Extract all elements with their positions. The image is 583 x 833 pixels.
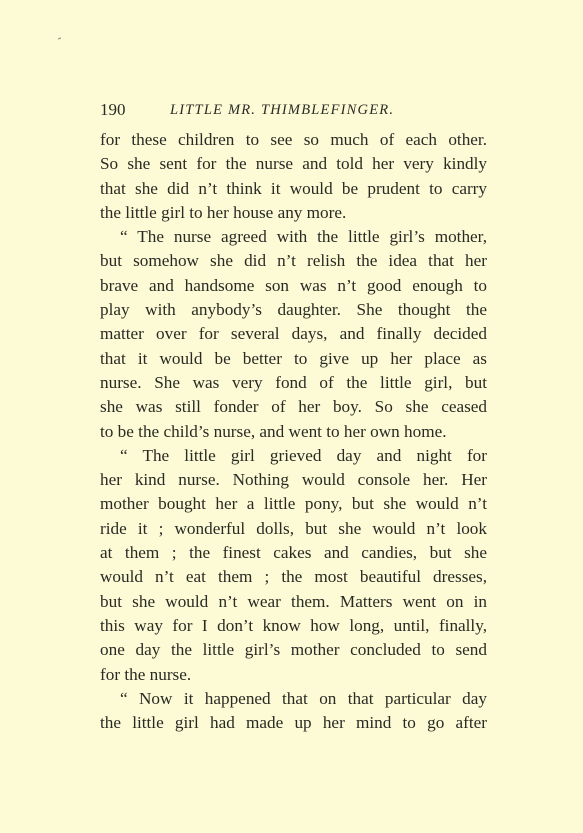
text-line: brave and handsome son was n’t good enough to (100, 275, 487, 295)
text-line: her kind nurse. Nothing would console her. Her (100, 470, 487, 490)
text-line: nurse. She was very fond of the little girl, but (100, 372, 487, 392)
text-line: ride it ; wonderful dolls, but she would n’t look (100, 518, 487, 538)
text-line: for these children to see so much of each other. (100, 130, 487, 149)
text-line: So she sent for the nurse and told her very kindly (100, 154, 487, 174)
text-line: mother bought her a little pony, but she would n’t (100, 494, 487, 514)
text-line: but somehow she did n’t relish the idea that her (100, 251, 487, 271)
text-line: at them ; the finest cakes and candies, but she (100, 543, 487, 563)
text-line: would n’t eat them ; the most beautiful dresses, (100, 567, 487, 587)
text-line: matter over for several days, and finally decided (100, 324, 487, 344)
text-line: the little girl to her house any more. (100, 202, 347, 222)
text-line: “ Now it happened that on that particular day (120, 688, 487, 708)
page-number: 190 (100, 100, 126, 119)
text-line: to be the child’s nurse, and went to her own home. (100, 421, 447, 441)
text-line: she was still fonder of her boy. So she ceased (100, 397, 487, 417)
text-line: “ The little girl grieved day and night for (120, 445, 487, 465)
text-line: “ The nurse agreed with the little girl’s mother, (120, 227, 487, 247)
text-line: play with anybody’s daughter. She thought the (100, 300, 487, 320)
text-line: this way for I don’t know how long, until, finally, (100, 615, 487, 635)
paper-speck (58, 37, 61, 39)
text-line: the little girl had made up her mind to go after (100, 713, 487, 733)
text-line: that she did n’t think it would be prudent to carry (100, 178, 487, 198)
text-line: but she would n’t wear them. Matters went on in (100, 591, 487, 611)
text-line: one day the little girl’s mother concluded to send (100, 640, 487, 660)
page-header (100, 98, 490, 122)
text-line: that it would be better to give up her place as (100, 348, 487, 368)
running-title: LITTLE MR. THIMBLEFINGER. (170, 102, 395, 118)
body-text (100, 128, 487, 735)
text-line: for the nurse. (100, 664, 192, 684)
